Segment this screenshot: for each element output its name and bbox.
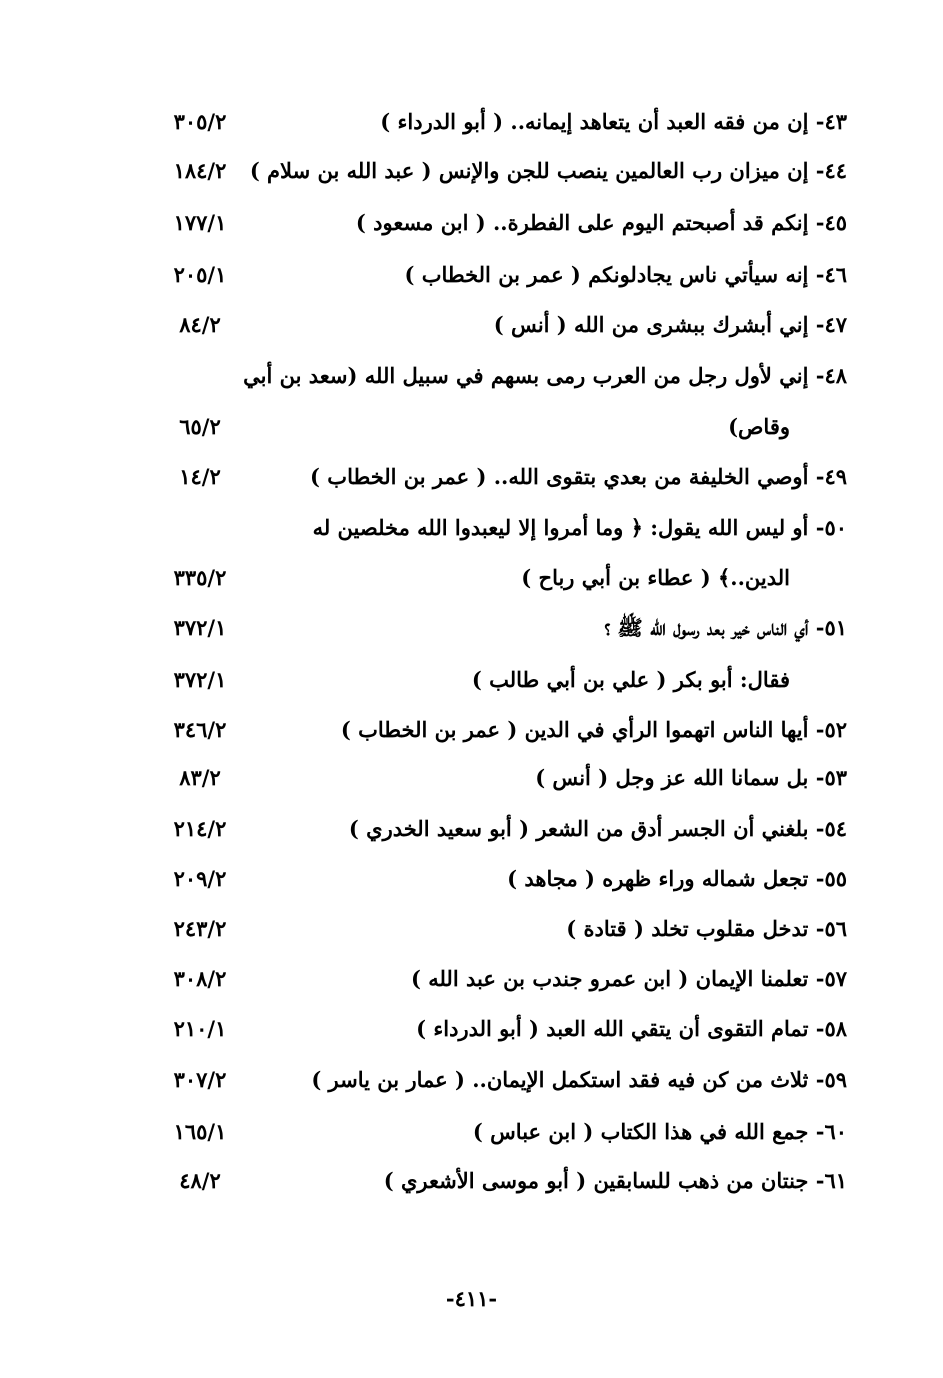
index-entry — [0, 1108, 847, 1156]
entry-reference: ١٤/٢ — [179, 464, 221, 489]
index-entry — [0, 98, 847, 146]
index-entry — [0, 147, 847, 195]
entry-reference: ٣٣٥/٢ — [173, 565, 227, 590]
entry-text: ٥٤- بلغني أن الجسر أدق من الشعر ( أبو سعيد الخدري ) — [348, 816, 847, 841]
entry-reference: ٣٠٥/٢ — [173, 109, 227, 134]
entry-reference: ٣٤٦/٢ — [173, 717, 227, 742]
index-entry — [0, 805, 847, 853]
entry-reference: ٨٤/٢ — [179, 312, 221, 337]
entry-reference: ٢٠٥/١ — [173, 262, 227, 287]
entry-reference: ٢٠٩/٢ — [173, 866, 227, 891]
entry-reference: ٣٠٧/٢ — [173, 1067, 227, 1092]
entry-text: ٥٣- بل سمانا الله عز وجل ( أنس ) — [535, 765, 847, 790]
entry-reference: ٣٧٢/١ — [173, 615, 227, 640]
index-entry — [0, 604, 847, 652]
entry-text: فقال: أبو بكر ( علي بن أبي طالب ) — [471, 667, 790, 692]
entry-text: ٥٥- تجعل شماله وراء ظهره ( مجاهد ) — [507, 866, 847, 891]
index-entry — [0, 352, 847, 400]
entry-text: ٥٠- أو ليس الله يقول: ﴿ وما أمروا إلا ليعبدوا الله مخلصين له — [312, 515, 847, 540]
index-entry — [0, 199, 847, 247]
index-entry — [0, 905, 847, 953]
index-entry — [0, 1056, 847, 1104]
page-number: -٤١١- — [445, 1286, 498, 1311]
index-entry — [0, 754, 847, 802]
entry-text: ٦١- جنتان من ذهب للسابقين ( أبو موسى الأشعري ) — [383, 1168, 847, 1193]
index-entry — [0, 706, 847, 754]
index-entry — [0, 453, 847, 501]
index-entry — [0, 554, 790, 602]
entry-text: ٤٧- إني أبشرك ببشرى من الله ( أنس ) — [493, 312, 847, 337]
entry-text: ٤٣- إن من فقه العبد أن يتعاهد إيمانه.. ( أبو الدرداء ) — [380, 109, 847, 134]
entry-text: ٥٨- تمام التقوى أن يتقي الله العبد ( أبو الدرداء ) — [416, 1016, 847, 1041]
entry-reference: ٣٧٢/١ — [173, 667, 227, 692]
index-entry — [0, 855, 847, 903]
entry-text: ٤٩- أوصي الخليفة من بعدي بتقوى الله.. ( عمر بن الخطاب ) — [310, 464, 847, 489]
entry-reference: ٢١٤/٢ — [173, 816, 227, 841]
entry-reference: ٤٨/٢ — [179, 1168, 221, 1193]
entry-reference: ٢٤٣/٢ — [173, 916, 227, 941]
entry-text: ٥١- أي الناس خير بعد رسول الله ﷺ ؟ — [604, 615, 847, 640]
index-entry — [0, 1005, 847, 1053]
entry-text: ٤٨- إني لأول رجل من العرب رمى بسهم في سبيل الله (سعد بن أبي — [243, 363, 847, 388]
entry-text: ٤٤- إن ميزان رب العالمين ينصب للجن والإنس ( عبد الله بن سلام ) — [249, 158, 847, 183]
entry-text: ٥٦- تدخل مقلوب تخلد ( قتادة ) — [566, 916, 847, 941]
entry-text: ٦٠- جمع الله في هذا الكتاب ( ابن عباس ) — [472, 1119, 847, 1144]
entry-text: ٥٢- أيها الناس اتهموا الرأي في الدين ( عمر بن الخطاب ) — [340, 717, 847, 742]
index-entry — [0, 656, 790, 704]
index-entry — [0, 403, 790, 451]
index-entry — [0, 955, 847, 1003]
index-entry — [0, 301, 847, 349]
entry-reference: ١٧٧/١ — [173, 210, 227, 235]
entry-text: ٥٧- تعلمنا الإيمان ( ابن عمرو جندب بن عبد الله ) — [410, 966, 847, 991]
index-entry — [0, 1157, 847, 1205]
entry-text: ٤٥- إنكم قد أصبحتم اليوم على الفطرة.. ( ابن مسعود ) — [355, 210, 847, 235]
entry-reference: ٣٠٨/٢ — [173, 966, 227, 991]
entry-reference: ٦٥/٢ — [179, 414, 221, 439]
entry-text: ٤٦- إنه سيأتي ناس يجادلونكم ( عمر بن الخطاب ) — [404, 262, 847, 287]
index-entry — [0, 504, 847, 552]
entry-reference: ٨٣/٢ — [179, 765, 221, 790]
entry-reference: ١٦٥/١ — [173, 1119, 227, 1144]
entry-text: الدين..﴾ ( عطاء بن أبي رباح ) — [521, 565, 790, 590]
entry-text: ٥٩- ثلاث من كن فيه فقد استكمل الإيمان.. ( عمار بن ياسر ) — [311, 1067, 847, 1092]
index-entry — [0, 251, 847, 299]
entry-reference: ٢١٠/١ — [173, 1016, 227, 1041]
entry-reference: ١٨٤/٢ — [173, 158, 227, 183]
entry-text: وقاص) — [728, 414, 790, 439]
